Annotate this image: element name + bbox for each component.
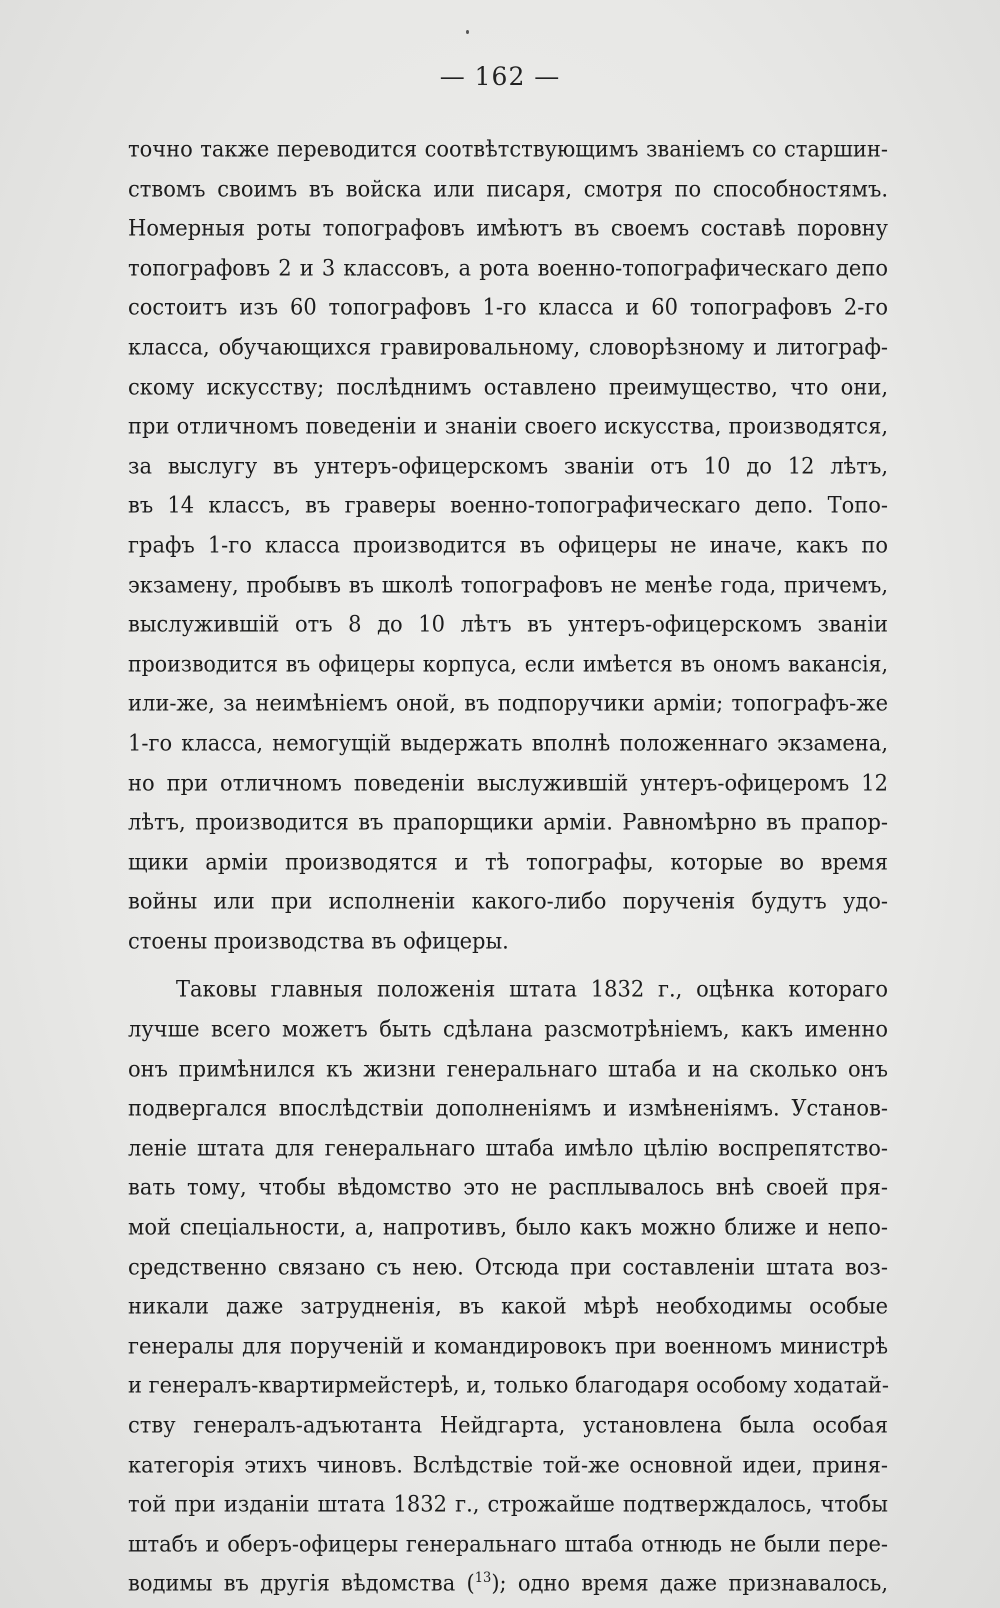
text-line: но при отличномъ поведеніи выслужившій унтеръ-офицеромъ 12 [128, 769, 888, 796]
ink-speck [466, 30, 469, 34]
text-line: леніе штата для генеральнаго штаба имѣло цѣлію воспрепятство- [128, 1134, 888, 1161]
text-line: состоитъ изъ 60 топографовъ 1-го класса и 60 топографовъ 2-го [128, 294, 888, 321]
text-line: за выслугу въ унтеръ-офицерскомъ званіи отъ 10 до 12 лѣтъ, [128, 452, 888, 479]
text-line: лучше всего можетъ быть сдѣлана разсмотрѣніемъ, какъ именно [128, 1016, 888, 1042]
text-line: Таковы главныя положенія штата 1832 г., оцѣнка котораго [176, 976, 888, 1003]
paragraph-1 [128, 130, 888, 961]
paragraph-2 [128, 970, 888, 1604]
text-line: производится въ офицеры корпуса, если имѣется въ ономъ вакансія, [128, 650, 888, 677]
text-line: вать тому, чтобы вѣдомство это не расплывалось внѣ своей пря- [128, 1174, 888, 1201]
text-line: ству генералъ-адъютанта Нейдгарта, установлена была особая [128, 1411, 888, 1438]
footnote-marker: 13 [474, 1570, 492, 1587]
text-line: класса, обучающихся гравировальному, словорѣзному и литограф- [128, 333, 888, 360]
text-line: категорія этихъ чиновъ. Вслѣдствіе той-же основной идеи, приня- [128, 1451, 888, 1478]
text-line: онъ примѣнился къ жизни генеральнаго штаба и на сколько онъ [128, 1055, 888, 1082]
text-line: войны или при исполненіи какого-либо порученія будутъ удо- [128, 888, 888, 915]
line-text-after-footnote: ); одно время даже признавалось, [491, 1570, 888, 1597]
text-line: подвергался впослѣдствіи дополненіямъ и измѣненіямъ. Установ- [128, 1095, 888, 1122]
text-line: никали даже затрудненія, въ какой мѣрѣ необходимы особые [128, 1293, 888, 1320]
text-line: стоены производства въ офицеры. [128, 927, 509, 954]
text-line: ствомъ своимъ въ войска или писаря, смотря по способностямъ. [128, 175, 888, 202]
body-text [128, 130, 888, 1604]
text-line: щики арміи производятся и тѣ топографы, которые во время [128, 848, 888, 875]
page-number: — 162 — [439, 62, 561, 91]
text-line: и генералъ-квартирмейстерѣ, и, только благодаря особому ходатай- [128, 1372, 889, 1399]
text-line: точно также переводится соотвѣтствующимъ званіемъ со старшин- [128, 135, 888, 162]
text-line: мой спеціальности, а, напротивъ, было какъ можно ближе и непо- [128, 1214, 888, 1240]
text-line: выслужившій отъ 8 до 10 лѣтъ въ унтеръ-офицерскомъ званіи [128, 611, 888, 638]
text-line: скому искусству; послѣднимъ оставлено преимущество, что они, [128, 373, 888, 400]
text-line: лѣтъ, производится въ прапорщики арміи. Равномѣрно въ прапор- [128, 809, 888, 835]
text-line: той при изданіи штата 1832 г., строжайше подтверждалось, чтобы [128, 1491, 888, 1518]
text-line-with-footnote [128, 1563, 888, 1606]
text-line: средственно связано съ нею. Отсюда при составленіи штата воз- [128, 1253, 888, 1280]
text-line: 1-го класса, немогущій выдержать вполнѣ положеннаго экзамена, [128, 729, 888, 756]
text-line: генералы для порученій и командировокъ при военномъ министрѣ [128, 1332, 888, 1359]
text-line: топографовъ 2 и 3 классовъ, а рота военно-топографическаго депо [128, 254, 888, 281]
text-line: Номерныя роты топографовъ имѣютъ въ своемъ составѣ поровну [128, 215, 888, 242]
text-line: штабъ и оберъ-офицеры генеральнаго штаба отнюдь не были пере- [128, 1530, 888, 1557]
line-text-before-footnote: водимы въ другія вѣдомства ( [128, 1570, 475, 1597]
text-line: графъ 1-го класса производится въ офицеры не иначе, какъ по [128, 531, 888, 558]
text-line: или-же, за неимѣніемъ оной, въ подпоручики арміи; топографъ-же [128, 690, 888, 717]
text-line: въ 14 классъ, въ граверы военно-топографическаго депо. Топо- [128, 492, 888, 519]
text-line: экзамену, пробывъ въ школѣ топографовъ не менѣе года, причемъ, [128, 571, 888, 598]
text-line: при отличномъ поведеніи и знаніи своего искусства, производятся, [128, 413, 888, 440]
